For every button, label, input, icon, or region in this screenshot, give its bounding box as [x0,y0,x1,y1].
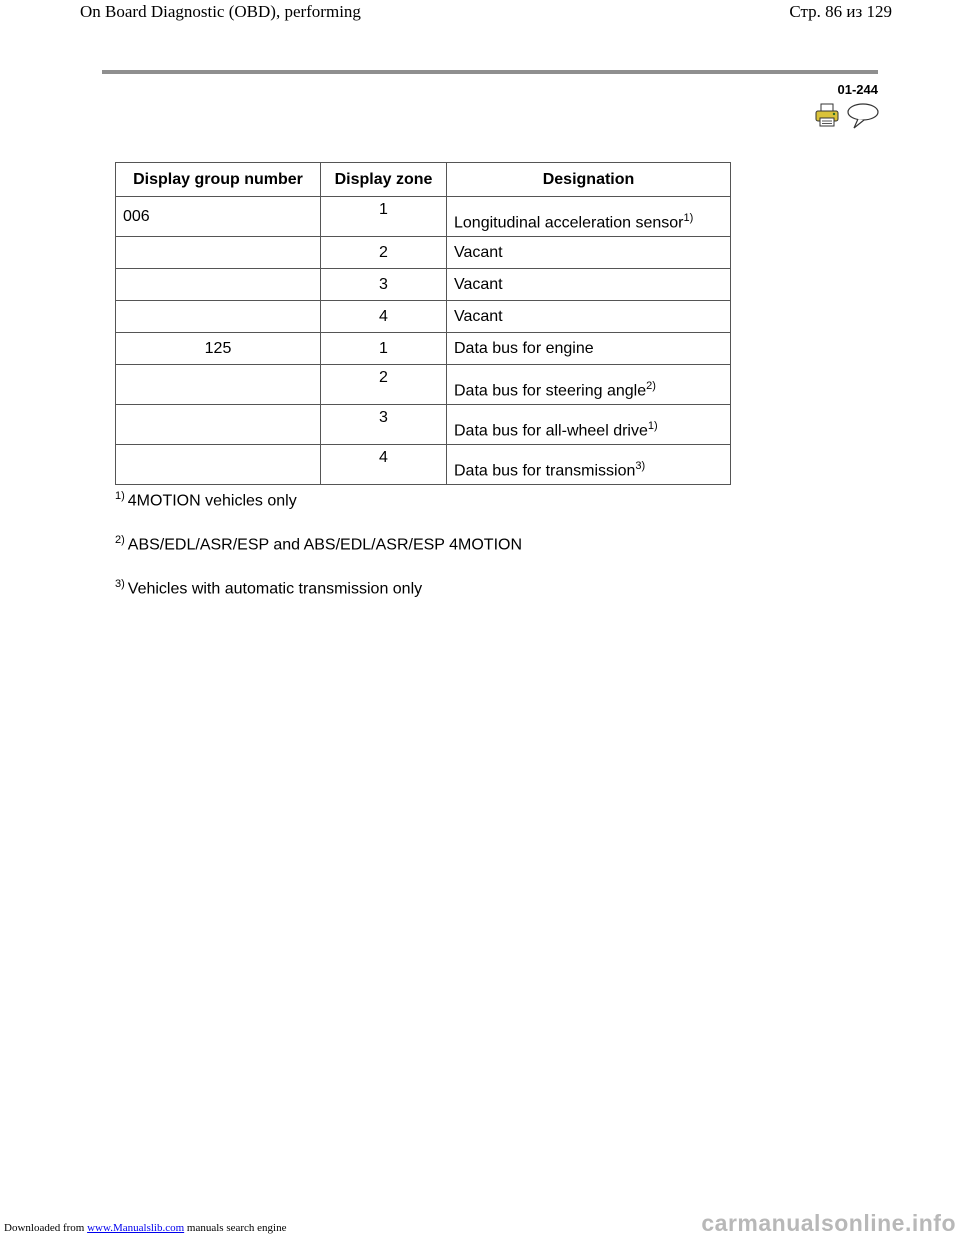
cell-zone: 4 [321,445,447,485]
printer-icon[interactable] [814,102,840,128]
header-divider [102,70,878,74]
cell-designation [447,445,731,485]
tagline: manuals search engine [186,1222,287,1234]
footnote-ref: 3) [635,459,646,472]
manualslib-link[interactable]: www.Manualslib.com [87,1222,185,1234]
footnote-3 [115,578,422,598]
cell-group: 006 [116,197,321,237]
cell-group [116,301,321,333]
cell-designation [447,269,731,301]
cell-designation [447,333,731,365]
browser-page-title: On Board Diagnostic (OBD), performing [80,2,361,21]
footnote-mark: 3) [115,578,125,590]
cell-zone: 1 [321,333,447,365]
table-row [116,301,731,333]
designation-text: Longitudinal acceleration sensor [454,214,684,231]
cell-group [116,445,321,485]
footnote-text: 4MOTION vehicles only [127,492,297,510]
page-counter: Стр. 86 из 129 [789,2,892,21]
footnote-mark: 2) [115,534,125,546]
table-row [116,237,731,269]
designation-text: Data bus for steering angle [454,382,647,399]
cell-zone: 2 [321,237,447,269]
cell-designation [447,197,731,237]
footnote-mark: 1) [115,490,125,502]
table-header-row [116,163,731,197]
designation-text: Vacant [454,275,503,293]
cell-designation [447,405,731,445]
footnote-1 [115,490,297,510]
footnote-ref: 1) [683,211,694,224]
cell-group [116,269,321,301]
document-code: 01-244 [837,82,878,97]
designation-text: Data bus for transmission [454,462,636,479]
cell-group [116,365,321,405]
display-group-table [115,162,731,485]
cell-group [116,237,321,269]
footnote-text: ABS/EDL/ASR/ESP and ABS/EDL/ASR/ESP 4MOTION [127,536,523,554]
table-row [116,365,731,405]
downloaded-from-label: Downloaded from [4,1222,85,1234]
footnote-text: Vehicles with automatic transmission only [127,580,423,598]
table-row [116,333,731,365]
column-header-group: Display group number [116,163,321,197]
cell-designation [447,365,731,405]
download-source [4,1222,286,1234]
designation-text: Vacant [454,243,503,261]
designation-text: Data bus for engine [454,339,594,357]
watermark: carmanualsonline.info [701,1210,956,1236]
table-row [116,197,731,237]
table-row [116,269,731,301]
cell-designation [447,237,731,269]
cell-designation [447,301,731,333]
designation-text: Data bus for all-wheel drive [454,422,648,439]
column-header-designation: Designation [447,163,731,197]
designation-text: Vacant [454,307,503,325]
cell-zone: 1 [321,197,447,237]
cell-zone: 2 [321,365,447,405]
cell-zone: 3 [321,405,447,445]
footnote-ref: 2) [646,379,656,392]
footnote-2 [115,534,522,554]
column-header-zone: Display zone [321,163,447,197]
cell-zone: 3 [321,269,447,301]
table-row [116,405,731,445]
table-row [116,445,731,485]
footnote-ref: 1) [647,419,658,432]
cell-zone: 4 [321,301,447,333]
cell-group: 125 [116,333,321,365]
cell-group [116,405,321,445]
speech-bubble-icon[interactable] [846,102,880,130]
